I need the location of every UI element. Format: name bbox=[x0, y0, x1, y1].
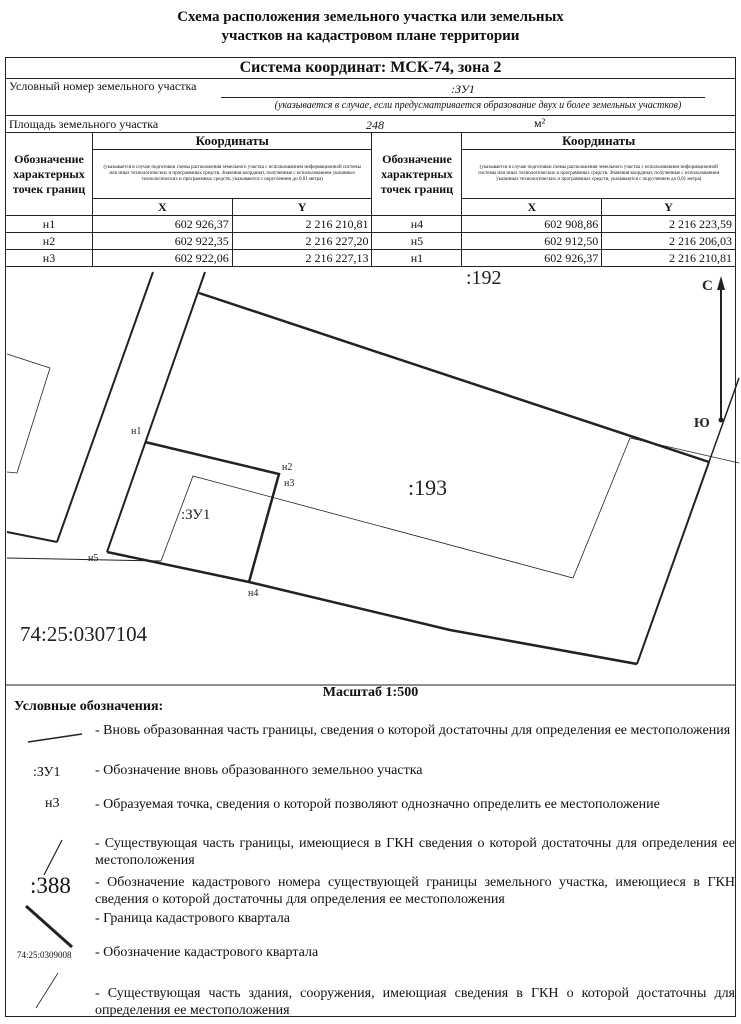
points-header-left: Обозначение характерных точек границ bbox=[6, 133, 93, 216]
parcel-193-bottom bbox=[107, 552, 637, 664]
table-row: н3 602 922,06 2 216 227,13 н1 602 926,37 2 216 210,81 bbox=[6, 250, 736, 267]
legend-item: - Граница кадастрового квартала bbox=[95, 911, 290, 926]
quarter-label: 74:25:0307104 bbox=[20, 622, 148, 646]
parcel-193-right bbox=[637, 462, 709, 664]
legend-item: - Существующая часть границы, имеющиеся в ГКН сведения о которой достаточны для определения ее местоположения bbox=[95, 836, 735, 868]
parcel-number-note: (указывается в случае, если предусматривается образование двух и более земельных участков) bbox=[274, 100, 682, 111]
col-x-right: X bbox=[462, 199, 602, 216]
label-zu1: :ЗУ1 bbox=[181, 507, 211, 523]
legend-item: - Существующая часть здания, сооружения, имеющиая сведения в ГКН о которой достаточны для определения ее местоположения bbox=[95, 986, 735, 1018]
legend-item: - Вновь образованная часть границы, сведения о которой достаточны для определения ее местоположения bbox=[95, 723, 731, 738]
legend-item: - Обозначение вновь образованного земельноо участка bbox=[95, 763, 423, 778]
col-y-left: Y bbox=[232, 199, 372, 216]
col-y-right: Y bbox=[602, 199, 736, 216]
point-n4: н4 bbox=[248, 588, 259, 599]
legend-quarter-boundary-symbol bbox=[26, 906, 72, 947]
coords-note-right: (указывается в случае подготовки схемы расположения земельного участка с использованием информационной системы или иных технологических и программных средств. Значения координат, полученные с использованием указанных технологических и программных средств, указываются с округлением до 0,01 метра) bbox=[462, 150, 736, 199]
strip-bottom bbox=[7, 532, 57, 542]
south-label: Ю bbox=[694, 416, 710, 431]
legend-item: - Образуемая точка, сведения о которой позволяют однозначно определить ее местоположение bbox=[95, 797, 660, 812]
legend-existing-boundary-symbol bbox=[44, 840, 62, 875]
coords-note-left: (указывается в случае подготовки схемы расположения земельного участка с использованием информационной системы или иных технологических и программных средств. Значения координат, полученные с использованием указанных технологических и программных средств, указываются с округлением до 0,01 метра) bbox=[92, 150, 372, 199]
col-x-left: X bbox=[92, 199, 232, 216]
parcel-zu1-boundary bbox=[145, 442, 279, 582]
legend-title: Условные обозначения: bbox=[14, 699, 164, 714]
label-192: :192 bbox=[466, 267, 502, 289]
point-n3: н3 bbox=[284, 478, 295, 489]
legend-new-boundary-symbol bbox=[28, 734, 82, 742]
south-point-icon bbox=[719, 418, 724, 423]
legend-symbol: 74:25:0309008 bbox=[17, 950, 72, 960]
neighbor-building bbox=[7, 354, 50, 473]
legend-symbol: :ЗУ1 bbox=[33, 765, 61, 780]
parcel-number: :ЗУ1 bbox=[221, 82, 705, 98]
point-n1: н1 bbox=[131, 426, 142, 437]
legend-item: - Обозначение кадастрового квартала bbox=[95, 945, 319, 960]
parcel-193-top bbox=[199, 293, 709, 462]
points-header-right: Обозначение характерных точек границ bbox=[372, 133, 462, 216]
document-title: Схема расположения земельного участка или земельных участков на кадастровом плане территории bbox=[177, 9, 564, 44]
coord-system: Система координат: МСК-74, зона 2 bbox=[6, 58, 736, 79]
legend-building-symbol bbox=[36, 973, 58, 1008]
legend-item: - Обозначение кадастрового номера существующей границы земельного участка, имеющиеся в ГКН сведения о которой достаточны для определения ее местоположения bbox=[95, 875, 735, 907]
point-n2: н2 bbox=[282, 462, 293, 473]
thin-line bbox=[630, 438, 739, 463]
legend-symbol: н3 bbox=[45, 796, 60, 811]
table-row: н2 602 922,35 2 216 227,20 н5 602 912,50 2 216 206,03 bbox=[6, 233, 736, 250]
strip-line bbox=[57, 272, 153, 542]
area-value: 248 bbox=[366, 118, 384, 132]
quarter-line bbox=[709, 378, 739, 462]
building-outline bbox=[161, 438, 630, 578]
coords-header-left: Координаты bbox=[92, 133, 372, 150]
scale-label: Масштаб 1:500 bbox=[322, 685, 419, 700]
coords-header-right: Координаты bbox=[462, 133, 736, 150]
north-label: С bbox=[702, 278, 713, 294]
area-label: Площадь земельного участка bbox=[9, 116, 159, 131]
north-arrowhead-icon bbox=[717, 276, 725, 290]
point-n5: н5 bbox=[88, 553, 99, 564]
label-193: :193 bbox=[408, 475, 448, 500]
area-unit: м² bbox=[534, 116, 546, 130]
parcel-number-label: Условный номер земельного участка bbox=[9, 79, 197, 93]
table-row: н1 602 926,37 2 216 210,81 н4 602 908,86 2 216 223,59 bbox=[6, 216, 736, 233]
legend-symbol: :388 bbox=[30, 873, 71, 898]
